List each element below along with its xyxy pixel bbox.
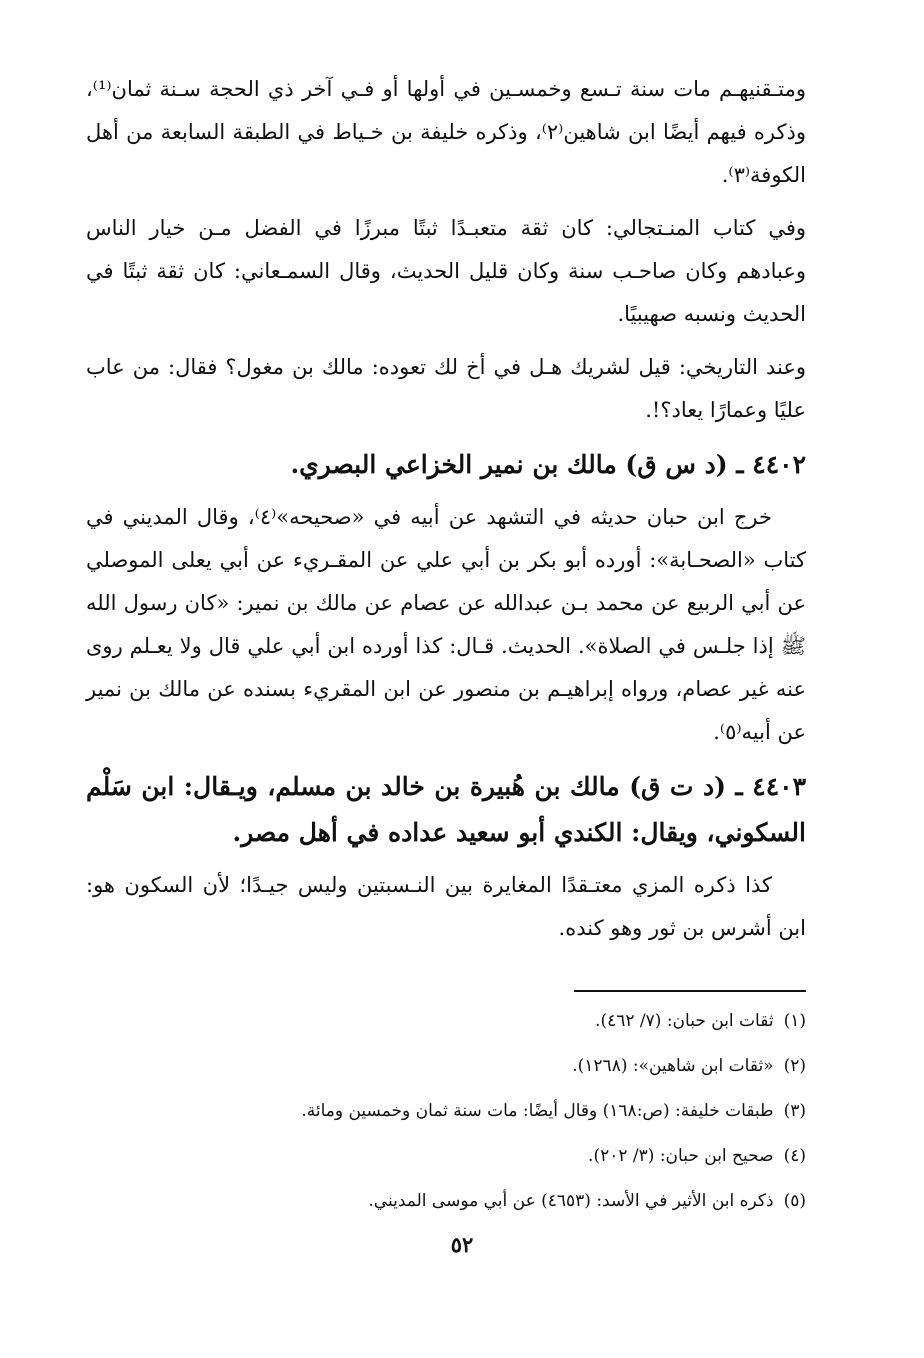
- footnote-number: (٥): [783, 1191, 806, 1211]
- footnote-text: ثقات ابن حبان: (٧/ ٤٦٢).: [595, 1011, 774, 1031]
- footnote-number: (٣): [783, 1101, 806, 1121]
- paragraph-4: خرج ابن حبان حديثه في التشهد عن أبيه في «صحيحه»⁽٤⁾، وقال المديني في كتاب «الصحـابة»: أورده أبو بكر بن أبي علي عن المقـريء عن أبي يعلى الموصلي عن أبي الربيع عن محمد بـن عبدالله عن عصام عن مالك بن نمير: «كان رسول الله ﷺ إذا جلـس في الصلاة». الحديث. قـال: كذا أورده ابن أبي علي قال ولا يعـلم روى عنه غير عصام، ورواه إبراهيـم بن منصور عن ابن المقريء بسنده عن مالك بن نمير عن أبيه⁽٥⁾.: [86, 505, 806, 744]
- footnote-text: طبقات خليفة: (ص:١٦٨) وقال أيضًا: مات سنة ثمان وخمسين ومائة.: [301, 1101, 774, 1121]
- page-number: ٥٢: [450, 1232, 474, 1257]
- paragraph-5: كذا ذكره المزي معتـقدًا المغايرة بين النـسبتين وليس جيـدًا؛ لأن السكون هو: ابن أشرس بن ثور وهو كنده.: [86, 873, 806, 940]
- main-text: [86, 68, 806, 960]
- paragraph-3: وعند التاريخي: قيل لشريك هـل في أخ لك تعوده: مالك بن مغول؟ فقال: من عاب عليًا وعمارًا يعاد؟!.: [86, 355, 806, 422]
- footnote-4: [86, 1145, 806, 1167]
- footnote-3: [86, 1100, 806, 1122]
- footnote-2: [86, 1055, 806, 1077]
- paragraph-1: ومتـقنيهـم مات سنة تـسع وخمسـين في أولها أو فـي آخر ذي الحجة سـنة ثمان⁽¹⁾، وذكره فيهم أيضًا ابن شاهين⁽٢⁾، وذكره خليفة بن خـياط في الطبقة السابعة من أهل الكوفة⁽٣⁾.: [86, 77, 806, 187]
- footnotes: [86, 980, 806, 1235]
- footnote-text: ذكره ابن الأثير في الأسد: (٤٦٥٣) عن أبي موسى المديني.: [368, 1191, 774, 1211]
- footnote-text: «ثقات ابن شاهين»: (١٢٦٨).: [572, 1056, 774, 1076]
- footnote-number: (٤): [783, 1146, 806, 1166]
- footnote-divider: [574, 990, 806, 992]
- footnote-number: (١): [783, 1011, 806, 1031]
- footnote-text: صحيح ابن حبان: (٣/ ٢٠٢).: [588, 1146, 774, 1166]
- footnote-5: [86, 1190, 806, 1212]
- paragraph-2: وفي كتاب المنـتجالي: كان ثقة متعبـدًا ثبتًا مبرزًا في الفضل مـن خيار الناس وعبادهم وكان صاحـب سنة وكان قليل الحديث، وقال السمـعاني: كان ثقة ثبتًا في الحديث ونسبه صهيبيًا.: [86, 216, 806, 326]
- footnote-number: (٢): [783, 1056, 806, 1076]
- footnote-1: [86, 1010, 806, 1032]
- entry-heading-4403: ٤٤٠٣ ـ (د ت ق) مالك بن هُبيرة بن خالد بن مسلم، ويـقال: ابن سَلْم السكوني، ويقال: الكندي أبو سعيد عداده في أهل مصر.: [86, 772, 806, 847]
- entry-heading-4402: ٤٤٠٢ ـ (د س ق) مالك بن نمير الخزاعي البصري.: [290, 450, 806, 479]
